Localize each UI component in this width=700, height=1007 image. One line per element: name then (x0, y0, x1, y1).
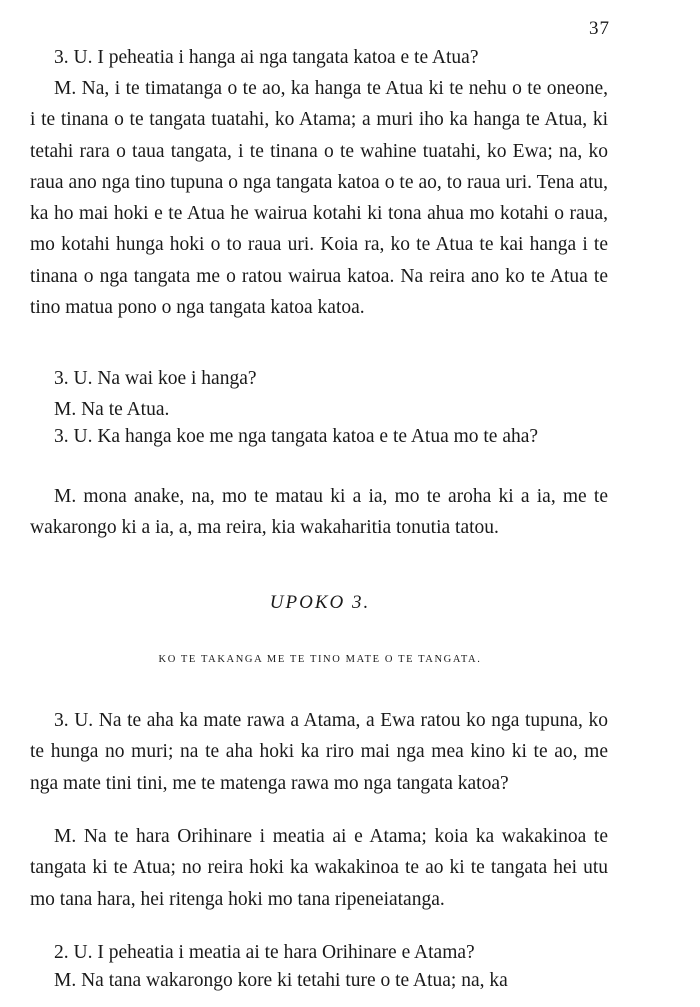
question-paragraph: 3. U. Na wai koe i hanga? (54, 368, 257, 389)
chapter-title: UPOKO 3. (269, 592, 371, 613)
question-paragraph: 2. U. I peheatia i meatia ai te hara Orihinare e Atama? (54, 942, 475, 963)
answer-paragraph: M. Na te hara Orihinare i meatia ai e Atama; koia ka wakakinoa te tangata ki te Atua; no reira hoki ka wakakinoa te ao ki te tangata hei utu mo tana hara, hei ritenga hoki mo tana ripeneiatanga. (30, 826, 608, 910)
answer-paragraph: M. Na te Atua. (54, 399, 170, 420)
chapter-subtitle: KO TE TAKANGA ME TE TINO MATE O TE TANGATA. (158, 654, 482, 665)
question-paragraph: 3. U. I peheatia i hanga ai nga tangata katoa e te Atua? (54, 47, 479, 68)
question-paragraph: 3. U. Na te aha ka mate rawa a Atama, a Ewa ratou ko nga tupuna, ko te hunga no muri; na te aha hoki ka riro mai nga mea kino ki te ao, me nga mate tini tini, me te matenga rawa mo nga tangata katoa? (30, 710, 608, 794)
question-paragraph: 3. U. Ka hanga koe me nga tangata katoa e te Atua mo te aha? (54, 426, 539, 447)
answer-paragraph: M. mona anake, na, mo te matau ki a ia, mo te aroha ki a ia, me te wakarongo ki a ia, a, ma reira, kia wakaharitia tonutia tatou. (30, 486, 608, 539)
answer-paragraph: M. Na tana wakarongo kore ki tetahi ture o te Atua; na, ka (54, 970, 508, 991)
answer-paragraph: M. Na, i te timatanga o te ao, ka hanga te Atua ki te nehu o te oneone, i te tinana o te tangata tuatahi, ko Atama; a muri iho ka hanga te Atua, ki tetahi rara o taua tangata, i te tinana o te wahine tuatahi, ko Ewa; na, ko raua ano nga tino tupuna o nga tangata katoa o te ao, to raua uri. Tena atu, ka ho mai hoki e te Atua he wairua kotahi ki tona ahua mo kotahi o raua, mo kotahi hunga hoki o to raua uri. Koia ra, ko te Atua te kai hanga i te tinana o nga tangata me o ratou wairua katoa. Na reira ano ko te Atua te tino matua pono o nga tangata katoa katoa. (30, 78, 608, 319)
page-number: 37 (589, 18, 610, 39)
